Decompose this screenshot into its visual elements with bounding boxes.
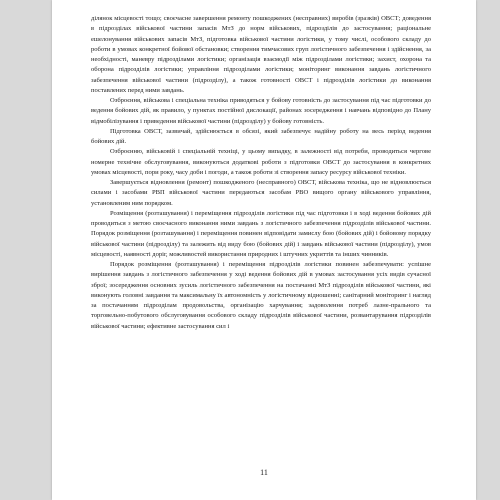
paragraph-5: Завершується відновлення (ремонт) пошкодженого (несправного) ОВСТ, військова техніка, що не відновлюється силами і засобами РВП військової частини передаються засобам РВО вищого органу військового управління, установленим ним порядком. <box>91 179 431 207</box>
page-number: 11 <box>260 468 268 477</box>
paragraph-1: ділянок місцевості тощо; своєчасне завершення ремонту пошкоджених (несправних) виробів (зразків) ОВСТ; доведення в підрозділах військової частини запасів МтЗ до норм військових, підрозділів до застосування; раціональне ешелонування військових запасів МтЗ, підготовка військової частини логістики, у тому числі, особового складу до роботи в умовах конкретної бойової обстановки; створення тимчасових груп логістичного забезпечення і здійснення, за необхідності, маневру підрозділами логістики; організація взаємодії між підрозділами логістики; захист, охорона та оборона підрозділів логістики; управління підрозділами логістики; моніторинг виконання завдань логістичного забезпечення військової частини (підрозділу), а також готовності ОВСТ і підрозділів логістики до виконання поставлених перед ними завдань. <box>91 15 431 94</box>
paragraph-6: Розміщення (розташування) і переміщення підрозділів логістики під час підготовки і в ході ведення бойових дій проводиться з метою своєчасного виконання ними завдань з логістичного забезпечення підрозділів військової частини. Порядок розміщення (розташування) і переміщення повинен відповідати замислу бою (бойових дій) і бойовому порядку військової частини (підрозділу) та залежить від виду бою (бойових дій) і завдань військової частини (підрозділу), умов місцевості, наявності доріг, можливостей використання природних і штучних укриттів та інших чинників. <box>91 209 431 258</box>
page-body <box>91 14 431 332</box>
paragraph-4: Озброєнню, військовій і спеціальній техніці, у цьому випадку, в залежності від потреби, проводиться чергове номерне технічне обслуговування, виконуються додаткові роботи з підготовки ОВСТ до застосування в конкретних умовах місцевості, пори року, часу доби і погоди, а також роботи зі створення запасу ресурсу військової техніки. <box>91 148 431 176</box>
document-page <box>52 0 476 500</box>
paragraph-7: Порядок розміщення (розташування) і переміщення підрозділів логістики повинен забезпечувати: успішне вирішення завдань з логістичного забезпечення у ході ведення бойових дій в умовах застосування усіх видів сучасної зброї; зосередження основних зусиль логістичного забезпечення на постачанні МтЗ підрозділів військової частини, які виконують головні завдання та максимальну їх автономність у логістичному відношенні; санітарний моніторинг і нагляд за постачанням підрозділам продовольства, організацію харчування; задоволення потреб лазне-прального та торговельно-побутового обслуговування особового складу підрозділів військової частини, розвантарування підрозділів військової частини; ефективне застосування сил і <box>91 261 431 330</box>
paragraph-3: Підготовка ОВСТ, зазвичай, здійснюється в обсязі, який забезпечує надійну роботу на весь період ведення бойових дій. <box>91 127 431 145</box>
paragraph-2: Озброєння, військова і спеціальна техніка приводяться у бойову готовність до застосування під час підготовки до ведення бойових дій, як правило, у пунктах постійної дислокації, районах зосередження і навчань відповідно до Плану відмобілізування і приведення військової частини (підрозділу) у бойову готовність. <box>91 97 431 125</box>
